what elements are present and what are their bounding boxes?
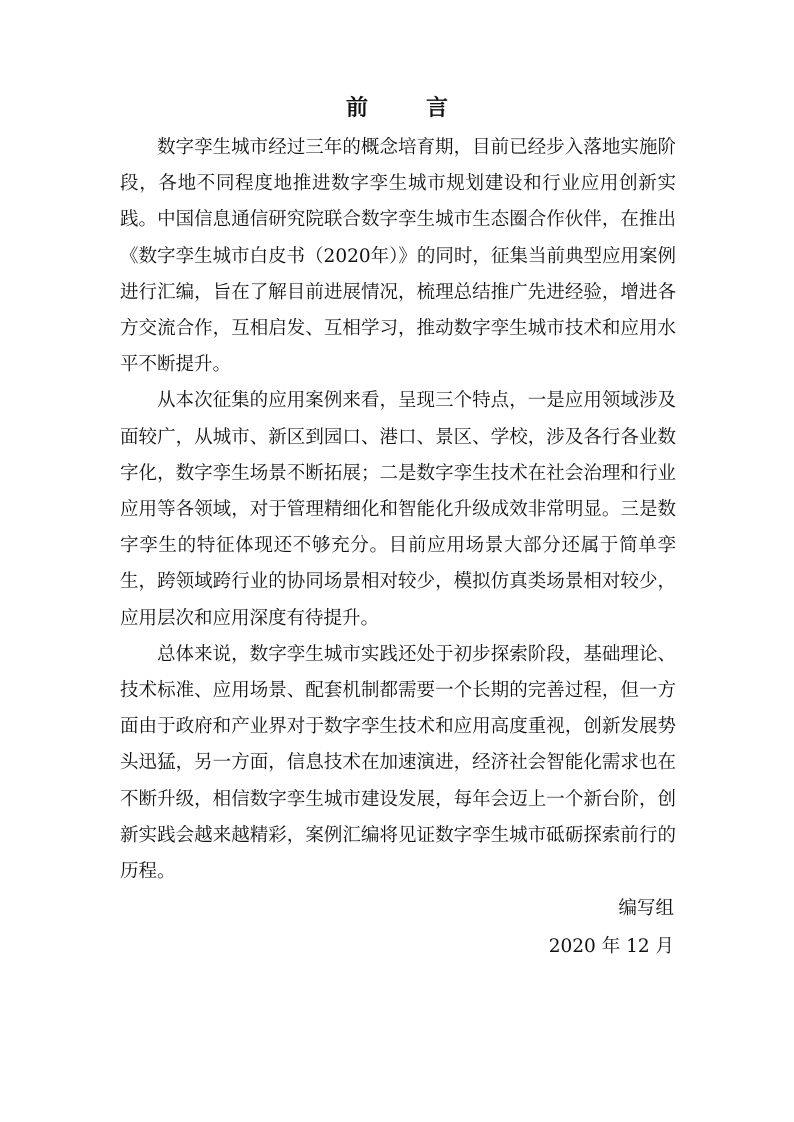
paragraph-2: 从本次征集的应用案例来看，呈现三个特点，一是应用领域涉及面较广，从城市、新区到园口、港口、景区、学校，涉及各行各业数字化，数字孪生场景不断拓展；二是数字孪生技术在社会治理和行业应用等各领域，对于管理精细化和智能化升级成效非常明显。三是数字孪生的特征体现还不够充分。目前应用场景大部分还属于简单孪生，跨领域跨行业的协同场景相对较少，模拟仿真类场景相对较少，应用层次和应用深度有待提升。 [120,390,676,629]
preface-body [120,130,676,890]
signature-block [549,890,674,966]
signature-author: 编写组 [618,898,674,919]
paragraph-1: 数字孪生城市经过三年的概念培育期，目前已经步入落地实施阶段，各地不同程度地推进数字孪生城市规划建设和行业应用创新实践。中国信息通信研究院联合数字孪生城市生态圈合作伙伴，在推出《数字孪生城市白皮书（2020年）》的同时，征集当前典型应用案例进行汇编，旨在了解目前进展情况，梳理总结推广先进经验，增进各方交流合作，互相启发、互相学习，推动数字孪生城市技术和应用水平不断提升。 [120,137,676,376]
page-title: 前 言 [345,95,466,121]
paragraph-3: 总体来说，数字孪生城市实践还处于初步探索阶段，基础理论、技术标准、应用场景、配套机制都需要一个长期的完善过程，但一方面由于政府和产业界对于数字孪生技术和应用高度重视，创新发展势头迅猛，另一方面，信息技术在加速演进，经济社会智能化需求也在不断升级，相信数字孪生城市建设发展，每年会迈上一个新台阶，创新实践会越来越精彩，案例汇编将见证数字孪生城市砥砺探索前行的历程。 [120,643,676,883]
signature-date: 2020 年 12 月 [548,936,674,957]
